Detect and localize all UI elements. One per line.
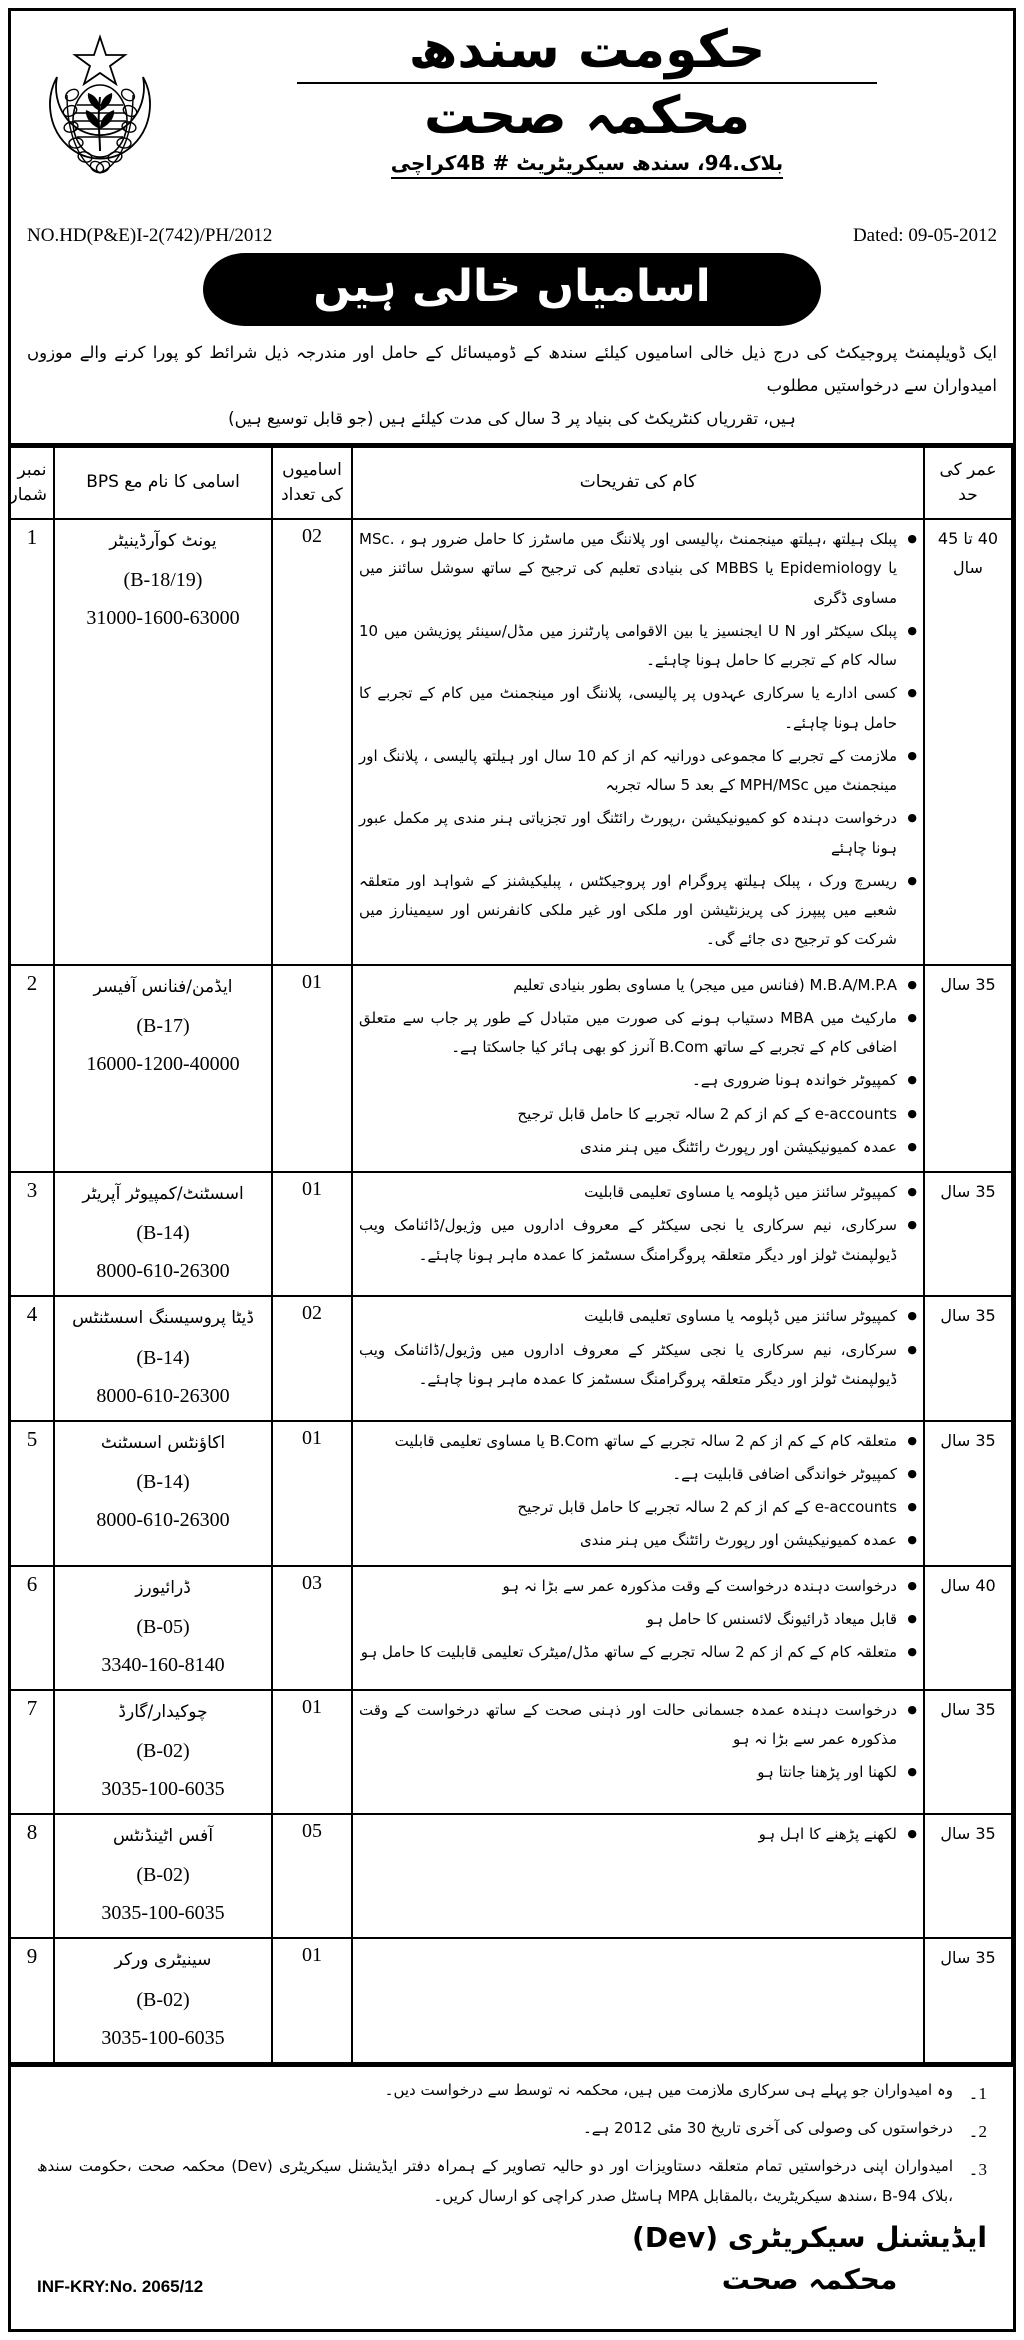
post-pay-scale: 16000-1200-40000 [86,1052,240,1075]
cell-description [352,1296,924,1420]
requirement-list [359,1820,917,1849]
requirement-item: ● کمپیوٹر خواندگی اضافی قابلیت ہے۔ [359,1460,917,1489]
requirement-item: ● سرکاری، نیم سرکاری یا نجی سیکٹر کے معروف اداروں میں وژیول/ڈائنامک ویب ڈیولپمنٹ ٹولز اور دیگر متعلقہ پروگرامنگ سسٹمز کا عمدہ ماہر ہونا چاہئے۔ [359,1211,917,1270]
post-pay-scale: 8000-610-26300 [96,1508,230,1531]
cell-post-name [54,1690,272,1814]
reference-number: NO.HD(P&E)I-2(742)/PH/2012 [27,225,273,246]
inf-reference: INF-KRY:No. 2065/12 [37,2276,204,2296]
table-row [10,1566,1012,1690]
post-pay-scale: 3035-100-6035 [101,1778,225,1801]
post-bps: (B-17) [136,1014,190,1037]
table-header-row [10,447,1012,519]
requirement-item: ● پبلک ہیلتھ ،ہیلتھ مینجمنٹ ،پالیسی اور پلاننگ میں ماسٹرز کا حامل ضرور ہو ، .MSc یا Epidemiology یا MBBS کی بنیادی تعلیم کی ترجیح کے ساتھ سوشل سائنز میں مساوی ڈگری [359,525,917,613]
cell-description [352,1172,924,1296]
vacancies-banner: اسامیاں خالی ہیں [203,253,820,326]
requirement-list [359,1696,917,1788]
cell-age: 35 سال [924,1938,1012,2062]
requirement-item: ● پبلک سیکٹر اور U N ایجنسیز یا بین الاقوامی پارٹنرز میں مڈل/سینئر پوزیشن میں 10 سالہ کام کے تجربے کا حامل ہونا چاہئے۔ [359,617,917,676]
post-title: یونٹ کوآرڈینیٹر [109,531,217,551]
post-title: سینیٹری ورکر [114,1950,212,1971]
banner-container [11,253,1013,326]
requirement-item: ● کمپیوٹر سائنز میں ڈپلومہ یا مساوی تعلیمی قابلیت [359,1302,917,1331]
cell-description [352,1566,924,1690]
cell-post-count: 01 [272,1172,352,1296]
cell-post-name [54,965,272,1173]
requirement-item: ● M.B.A/M.P.A (فنانس میں میجر) یا مساوی بطور بنیادی تعلیم [359,971,917,1000]
instruction-number: 2۔ [968,2121,987,2141]
table-row [10,1172,1012,1296]
requirement-item: ● سرکاری، نیم سرکاری یا نجی سیکٹر کے معروف اداروں میں وژیول/ڈائنامک ویب ڈیولپمنٹ ٹولز اور دیگر متعلقہ پروگرامنگ سسٹمز کا عمدہ ماہر ہونا چاہئے۔ [359,1336,917,1395]
post-bps: (B-02) [136,1864,190,1887]
cell-age: 35 سال [924,1814,1012,1938]
office-address: بلاک.94، سندھ سیکریٹریٹ # 4Bکراچی [391,151,783,179]
cell-post-count: 01 [272,1421,352,1566]
cell-description [352,1421,924,1566]
department-name: محکمہ صحت [423,86,751,147]
cell-serial-number: 9 [10,1938,54,2062]
requirement-item: ● کمپیوٹر سائنز میں ڈپلومہ یا مساوی تعلیمی قابلیت [359,1178,917,1207]
cell-post-count: 02 [272,1296,352,1420]
table-row [10,519,1012,965]
empty-description [359,1944,917,1954]
requirement-item: ● درخواست دہندہ کو کمیونیکیشن ،رپورٹ رائٹنگ اور تجزیاتی ہنر مندی پر مکمل عبور ہونا چاہئے [359,804,917,863]
signature-block [11,2215,1013,2311]
cell-post-name [54,1938,272,2062]
instruction-row [37,2113,987,2149]
instruction-row [37,2075,987,2111]
cell-serial-number: 4 [10,1296,54,1420]
cell-description [352,1690,924,1814]
post-bps: (B-02) [136,1740,190,1763]
reference-line [11,223,1013,247]
post-pay-scale: 8000-610-26300 [96,1260,230,1283]
table-row [10,1296,1012,1420]
instruction-text: درخواستوں کی وصولی کی آخری تاریخ 30 مئی 2012 ہے۔ [582,2118,953,2137]
requirement-item: ● کسی ادارے یا سرکاری عہدوں پر پالیسی، پلاننگ اور مینجمنٹ میں کام کے تجربے کا حامل ہونا چاہئے۔ [359,679,917,738]
requirement-list [359,525,917,955]
intro-line-1: ایک ڈویلپمنٹ پروجیکٹ کی درج ذیل خالی اسامیوں کیلئے سندھ کے ڈومیسائل کے حامل اور مندرجہ ذیل شرائط کو پورا کرنے والے موزوں امیدواران سے درخواستیں مطلوب [27,343,997,395]
post-bps: (B-18/19) [123,569,203,592]
table-row [10,1814,1012,1938]
intro-paragraph [11,332,1013,446]
cell-post-count: 01 [272,1690,352,1814]
signatory-title: ایڈیشنل سیکریٹری (Dev) [632,2220,987,2254]
cell-serial-number: 6 [10,1566,54,1690]
requirement-item: ● عمدہ کمیونیکیشن اور رپورٹ رائٹنگ میں ہنر مندی [359,1526,917,1555]
column-header-post: اسامی کا نام مع BPS [54,447,272,519]
cell-description [352,965,924,1173]
post-pay-scale: 3035-100-6035 [101,2026,225,2049]
requirement-item: ● کمپیوٹر خواندہ ہونا ضروری ہے۔ [359,1066,917,1095]
cell-age: 35 سال [924,1296,1012,1420]
signatory-department: محکمہ صحت [721,2262,898,2296]
table-row [10,1690,1012,1814]
cell-age: 35 سال [924,1172,1012,1296]
column-header-serial: نمبر شمار [10,447,54,519]
cell-age: 35 سال [924,1690,1012,1814]
cell-description [352,1814,924,1938]
table-row [10,1421,1012,1566]
instruction-row [37,2151,987,2211]
cell-age: 35 سال [924,965,1012,1173]
post-title: ڈیٹا پروسیسنگ اسسٹنٹس [72,1308,254,1329]
post-title: اسسٹنٹ/کمپیوٹر آپریٹر [82,1184,244,1204]
document-header [11,11,1013,223]
post-bps: (B-14) [136,1470,190,1493]
post-bps: (B-05) [136,1615,190,1638]
instruction-text: امیدواران اپنی درخواستیں تمام متعلقہ دستاویزات اور دو حالیہ تصاویر کے ہمراہ دفتر ایڈیشنل سیکریٹری (Dev) محکمہ صحت ،حکومت سندھ ،بلاک B-94 ،سندھ سیکریٹریٹ ،بالمقابل MPA ہاسٹل صدر کراچی کو ارسال کریں۔ [37,2156,953,2205]
cell-serial-number: 8 [10,1814,54,1938]
requirement-item: ● متعلقہ کام کے کم از کم 2 سالہ تجربے کے ساتھ مڈل/میٹرک تعلیمی قابلیت کا حامل ہو [359,1638,917,1667]
post-bps: (B-02) [136,1988,190,2011]
requirement-list [359,1572,917,1668]
instructions-list [11,2064,1013,2215]
post-bps: (B-14) [136,1346,190,1369]
cell-post-count: 05 [272,1814,352,1938]
title-divider [297,82,877,84]
requirement-item: ● مارکیٹ میں MBA دستیاب ہونے کی صورت میں متبادل کے طور پر جاب سے متعلق اضافی کام کے تجربے کے ساتھ B.Com آنرز کو بھی ہائر کیا جاسکتا ہے۔ [359,1004,917,1063]
post-title: اکاؤنٹس اسسٹنٹ [100,1432,226,1453]
requirement-item: ● ریسرچ ورک ، پبلک ہیلتھ پروگرام اور پروجیکٹس ، پبلیکیشنز کے شواہد اور متعلقہ شعبے میں پیپرز کی پریزنٹیشن اور ملکی اور غیر ملکی کانفرنس اور سیمینارز میں شرکت کو ترجیح دی جائے گی۔ [359,867,917,955]
reference-date: Dated: 09-05-2012 [852,225,997,246]
cell-age: 40 سال [924,1566,1012,1690]
requirement-item: ● عمدہ کمیونیکیشن اور رپورٹ رائٹنگ میں ہنر مندی [359,1133,917,1162]
government-name: حکومت سندھ [408,20,766,80]
requirement-item: ● e-accounts کے کم از کم 2 سالہ تجربے کا حامل قابل ترجیح [359,1493,917,1522]
instruction-number: 1۔ [968,2083,987,2103]
requirement-item: ● لکھنے پڑھنے کا اہل ہو [359,1820,917,1849]
post-bps: (B-14) [136,1222,190,1245]
cell-post-name [54,519,272,965]
cell-post-count: 01 [272,965,352,1173]
instruction-number: 3۔ [968,2159,987,2179]
cell-post-count: 01 [272,1938,352,2062]
intro-line-2: ہیں، تقرریاں کنٹریکٹ کی بنیاد پر 3 سال کی مدت کیلئے ہیں (جو قابل توسیع ہیں) [228,409,796,428]
requirement-list [359,971,917,1163]
government-of-sindh-emblem-icon [25,25,175,190]
post-title: آفس اٹینڈنٹس [112,1826,214,1847]
requirement-list [359,1427,917,1556]
requirement-list [359,1178,917,1270]
cell-post-name [54,1172,272,1296]
requirement-item: ● متعلقہ کام کے کم از کم 2 سالہ تجربے کے ساتھ B.Com یا مساوی تعلیمی قابلیت [359,1427,917,1456]
cell-post-count: 02 [272,519,352,965]
requirement-item: ● لکھنا اور پڑھنا جانتا ہو [359,1758,917,1787]
cell-serial-number: 7 [10,1690,54,1814]
cell-age: 40 تا 45 سال [924,519,1012,965]
cell-post-count: 03 [272,1566,352,1690]
post-title: چوکیدار/گارڈ [118,1701,208,1722]
requirement-item: ● قابل میعاد ڈرائیونگ لائسنس کا حامل ہو [359,1605,917,1634]
requirement-item: ● درخواست دہندہ درخواست کے وقت مذکورہ عمر سے بڑا نہ ہو [359,1572,917,1601]
vacancy-table [9,446,1013,2064]
requirement-item: ● درخواست دہندہ عمدہ جسمانی حالت اور ذہنی صحت کے ساتھ درخواست کے وقت مذکورہ عمر سے بڑا نہ ہو [359,1696,917,1755]
post-pay-scale: 3340-160-8140 [101,1653,225,1676]
column-header-description: کام کی تفریحات [352,447,924,519]
column-header-count: اسامیوں کی تعداد [272,447,352,519]
vacancy-table-body [10,519,1012,2063]
cell-post-name [54,1566,272,1690]
cell-post-name [54,1296,272,1420]
requirement-list [359,1302,917,1394]
cell-description [352,1938,924,2062]
post-pay-scale: 3035-100-6035 [101,1902,225,1925]
signatory [632,2217,987,2301]
cell-serial-number: 5 [10,1421,54,1566]
cell-post-name [54,1421,272,1566]
cell-serial-number: 1 [10,519,54,965]
instruction-text: وہ امیدواران جو پہلے ہی سرکاری ملازمت میں ہیں، محکمہ نہ توسط سے درخواست دیں۔ [384,2080,953,2099]
table-row [10,1938,1012,2062]
column-header-age: عمر کی حد [924,447,1012,519]
cell-serial-number: 2 [10,965,54,1173]
post-title: ایڈمن/فنانس آفیسر [93,976,233,997]
cell-age: 35 سال [924,1421,1012,1566]
table-row [10,965,1012,1173]
cell-serial-number: 3 [10,1172,54,1296]
cell-post-name [54,1814,272,1938]
cell-description [352,519,924,965]
page-border [8,8,1016,2332]
requirement-item: ● e-accounts کے کم از کم 2 سالہ تجربے کا حامل قابل ترجیح [359,1100,917,1129]
post-pay-scale: 8000-610-26300 [96,1384,230,1407]
post-title: ڈرائیورز [135,1577,191,1598]
requirement-item: ● ملازمت کے تجربے کا مجموعی دورانیہ کم از کم 10 سال اور ہیلتھ پالیسی ، پلاننگ اور مینجمنٹ میں MPH/MSc کے بعد 5 سالہ تجربہ [359,742,917,801]
post-pay-scale: 31000-1600-63000 [86,607,240,630]
